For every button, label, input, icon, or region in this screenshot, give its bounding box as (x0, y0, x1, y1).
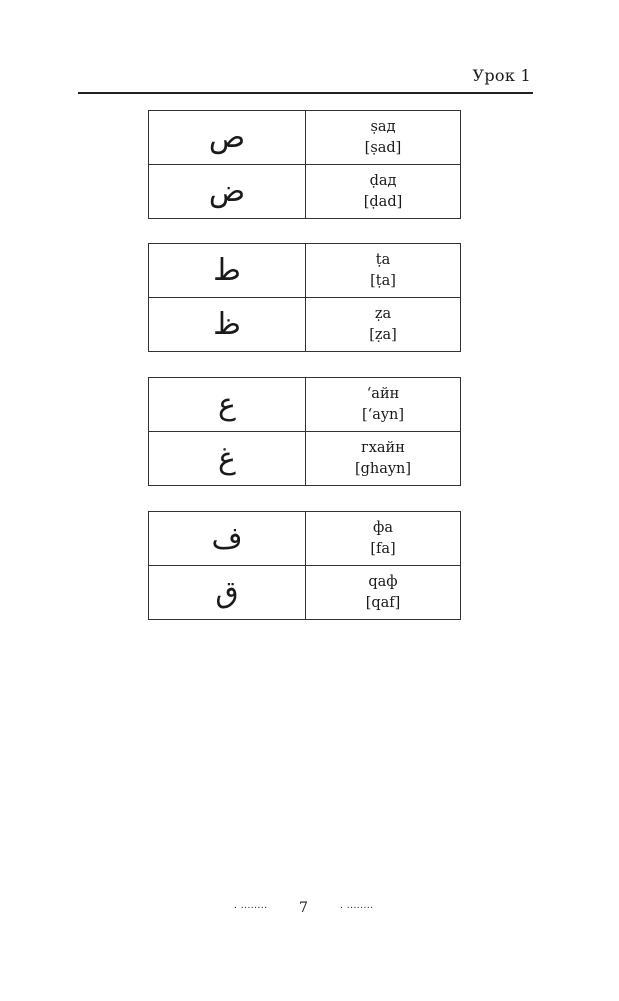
arabic-letter: ع (218, 386, 236, 422)
arabic-letter-cell (149, 512, 306, 566)
arabic-letter: ص (208, 119, 246, 155)
letter-name: ‘айн (366, 385, 400, 402)
letter-row (149, 378, 461, 432)
letter-transliteration: [‘ayn] (361, 406, 405, 423)
letter-transliteration: [fa] (370, 540, 396, 557)
arabic-letter: ض (208, 173, 246, 209)
letter-name: ḍад (369, 172, 397, 189)
footer-dots-left: . ........ (234, 901, 268, 911)
arabic-letter: ظ (213, 306, 241, 342)
letter-name-cell (306, 566, 461, 620)
letter-row (149, 165, 461, 219)
letter-name: ṭa (375, 251, 391, 268)
letter-table (148, 511, 461, 620)
letter-table (148, 243, 461, 352)
letter-table (148, 377, 461, 486)
arabic-letter-cell (149, 566, 306, 620)
arabic-letter: ق (215, 574, 239, 610)
arabic-letter-cell (149, 111, 306, 165)
letter-name-cell (306, 432, 461, 486)
letter-row (149, 566, 461, 620)
letter-name-cell (306, 244, 461, 298)
letter-name-cell (306, 298, 461, 352)
letter-name: qaф (368, 573, 398, 590)
page-number: 7 (299, 900, 308, 916)
letter-row (149, 244, 461, 298)
letter-name: ṣад (370, 118, 396, 135)
arabic-letter-cell (149, 165, 306, 219)
letter-transliteration: [ẓa] (369, 326, 397, 343)
arabic-letter-cell (149, 298, 306, 352)
letter-name: гхайн (361, 439, 405, 456)
letter-name-cell (306, 111, 461, 165)
lesson-title: Урок 1 (472, 66, 531, 85)
letter-name: фа (373, 519, 393, 536)
letter-name: ẓa (374, 305, 392, 322)
letter-transliteration: [ḍad] (363, 193, 403, 210)
arabic-letter-cell (149, 378, 306, 432)
letter-transliteration: [qaf] (365, 594, 401, 611)
footer-dots-right: . ........ (340, 901, 374, 911)
letter-row (149, 298, 461, 352)
arabic-letter: ف (211, 520, 243, 556)
page-footer (0, 900, 619, 920)
arabic-letter-cell (149, 432, 306, 486)
letter-table (148, 110, 461, 219)
letter-transliteration: [ghayn] (354, 460, 412, 477)
letter-name-cell (306, 165, 461, 219)
letter-row (149, 111, 461, 165)
letter-transliteration: [ṣad] (364, 139, 402, 156)
page-header (78, 58, 533, 94)
arabic-letter-cell (149, 244, 306, 298)
letter-name-cell (306, 378, 461, 432)
letter-transliteration: [ṭa] (370, 272, 396, 289)
arabic-letter: غ (218, 440, 236, 476)
letter-name-cell (306, 512, 461, 566)
arabic-letter: ط (213, 252, 241, 288)
letter-row (149, 512, 461, 566)
letter-row (149, 432, 461, 486)
